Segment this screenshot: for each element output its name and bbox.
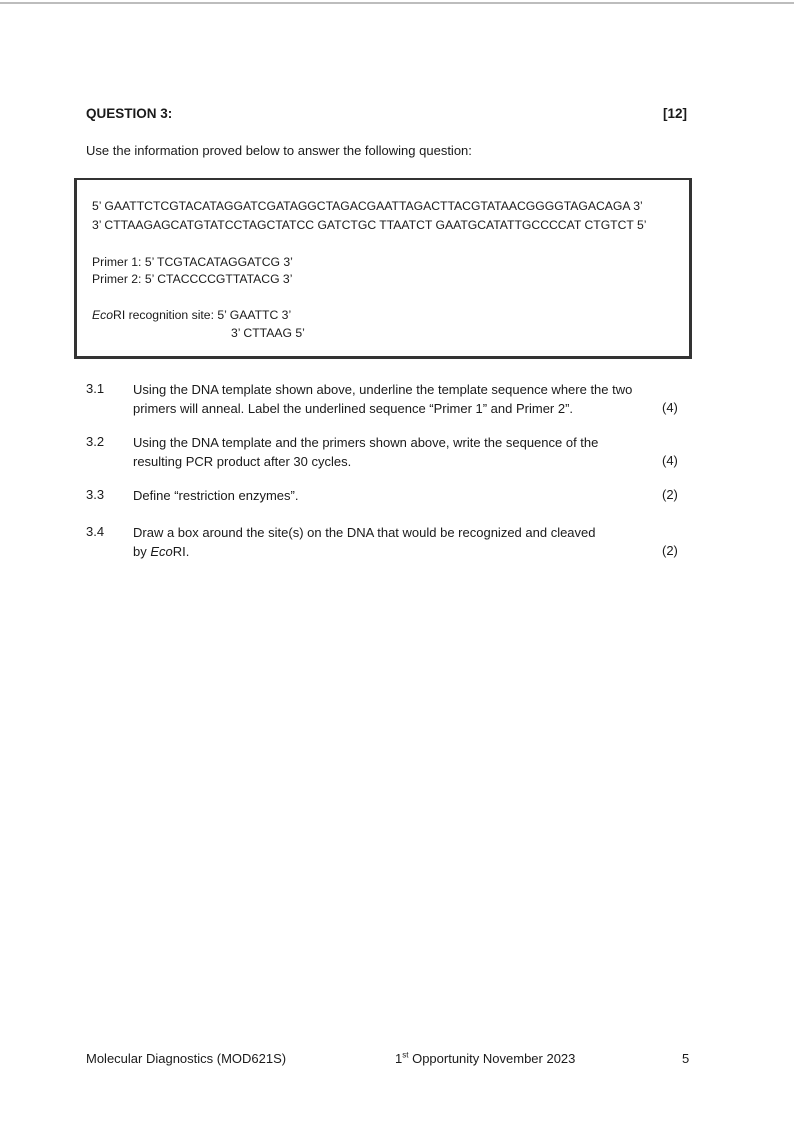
item-text (133, 486, 298, 505)
ecori-italic: Eco (150, 544, 173, 559)
item-text-line: Draw a box around the site(s) on the DNA that would be recognized and cleaved (133, 525, 596, 540)
item-number: 3.2 (86, 434, 105, 449)
scan-edge-line (0, 2, 794, 4)
item-text-line (133, 542, 596, 561)
primer-1: Primer 1: 5’ TCGTACATAGGATCG 3’ (92, 255, 293, 269)
footer-opportunity-number: 1 (395, 1051, 403, 1066)
item-text (133, 523, 596, 561)
ecori-italic: Eco (92, 308, 114, 322)
item-number: 3.1 (86, 381, 105, 396)
item-text-line: resulting PCR product after 30 cycles. (133, 454, 352, 469)
question-intro: Use the information proved below to answer the following question: (86, 143, 472, 158)
dna-sequence-top-strand: 5’ GAATTCTCGTACATAGGATCGATAGGCTAGACGAATTAGACTTACGTATAACGGGGTAGACAGA 3’ (92, 199, 643, 213)
item-text-suffix: RI. (172, 544, 190, 559)
ecori-recognition-site-bottom: 3’ CTTAAG 5’ (231, 326, 305, 340)
item-text-line: Using the DNA template shown above, underline the template sequence where the two (133, 382, 633, 397)
footer-opportunity (395, 1051, 575, 1066)
item-text-line: primers will anneal. Label the underlined sequence “Primer 1” and Primer 2”. (133, 401, 574, 416)
footer-opportunity-ordinal: st (402, 1050, 409, 1060)
primer-2: Primer 2: 5’ CTACCCCGTTATACG 3’ (92, 272, 293, 286)
item-text (133, 380, 632, 418)
page-number: 5 (682, 1051, 690, 1066)
dna-sequence-bottom-strand: 3’ CTTAAGAGCATGTATCCTAGCTATCC GATCTGC TTAATCT GAATGCATATTGCCCCAT CTGTCT 5’ (92, 218, 647, 232)
item-number: 3.4 (86, 524, 105, 539)
footer-course: Molecular Diagnostics (MOD621S) (86, 1051, 287, 1066)
item-text-line: Using the DNA template and the primers shown above, write the sequence of the (133, 435, 599, 450)
footer-opportunity-text: Opportunity November 2023 (408, 1051, 576, 1066)
item-marks: (2) (662, 543, 678, 558)
question-total-marks: [12] (663, 106, 688, 121)
item-text (133, 433, 598, 471)
ecori-recognition-site (92, 308, 291, 322)
question-title: QUESTION 3: (86, 106, 173, 121)
ecori-recognition-text: RI recognition site: 5’ GAATTC 3’ (113, 308, 292, 322)
item-marks: (2) (662, 487, 678, 502)
item-text-line: Define “restriction enzymes”. (133, 488, 299, 503)
item-number: 3.3 (86, 487, 105, 502)
item-marks: (4) (662, 400, 678, 415)
item-text-prefix: by (133, 544, 151, 559)
item-marks: (4) (662, 453, 678, 468)
